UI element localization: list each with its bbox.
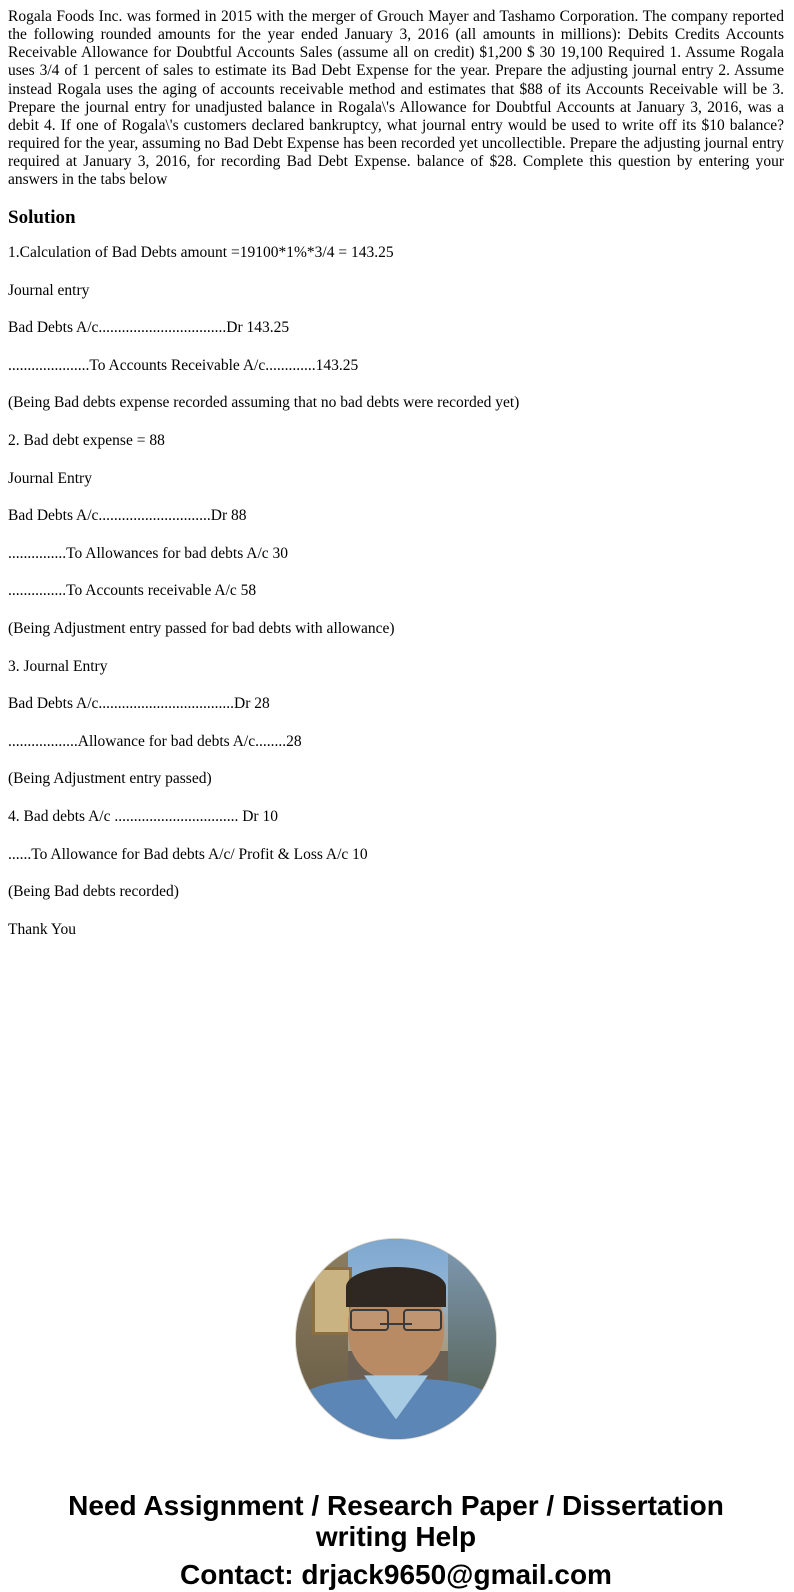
glasses-bridge: [380, 1323, 412, 1325]
solution-line: Bad Debts A/c.................................Dr 143.25: [8, 319, 290, 337]
solution-line: Journal entry: [8, 281, 90, 299]
solution-line: ...............To Allowances for bad debts A/c 30: [8, 544, 289, 562]
cta-headline: Need Assignment / Research Paper / Dissertation writing Help: [68, 1490, 724, 1553]
solution-line: Thank You: [8, 920, 77, 938]
cta-contact: Contact: drjack9650@gmail.com: [180, 1558, 612, 1590]
solution-line: Bad Debts A/c.............................Dr 88: [8, 507, 247, 525]
solution-line: .....................To Accounts Receivable A/c.............143.25: [8, 356, 359, 374]
avatar-container: [8, 1239, 784, 1439]
solution-line: ..................Allowance for bad debts A/c........28: [8, 732, 302, 750]
solution-line: 3. Journal Entry: [8, 657, 108, 675]
solution-line: (Being Adjustment entry passed): [8, 770, 212, 788]
solution-line: ......To Allowance for Bad debts A/c/ Profit & Loss A/c 10: [8, 845, 368, 863]
solution-line: ...............To Accounts receivable A/c 58: [8, 582, 257, 600]
contact-cta: [8, 1491, 784, 1592]
solution-line: Bad Debts A/c...................................Dr 28: [8, 695, 270, 713]
glasses-lens-left: [350, 1309, 389, 1331]
solution-line: 4. Bad debts A/c ................................ Dr 10: [8, 807, 278, 825]
avatar-hair: [346, 1267, 446, 1307]
avatar: [296, 1239, 496, 1439]
glasses-lens-right: [403, 1309, 442, 1331]
solution-line: 2. Bad debt expense = 88: [8, 432, 165, 450]
solution-line: 1.Calculation of Bad Debts amount =19100*1%*3/4 = 143.25: [8, 244, 394, 262]
solution-line: (Being Bad debts expense recorded assuming that no bad debts were recorded yet): [8, 394, 520, 412]
question-text: Rogala Foods Inc. was formed in 2015 with the merger of Grouch Mayer and Tashamo Corporation. The company reported the following rounded amounts for the year ended January 3, 2016 (all amounts in millions): Debits Credits Accounts Receivable Allowance for Doubtful Accounts Sales (assume all on credit) $1,200 $ 30 19,100 Required 1. Assume Rogala uses 3/4 of 1 percent of sales to estimate its Bad Debt Expense for the year. Prepare the adjusting journal entry 2. Assume instead Rogala uses the aging of accounts receivable method and estimates that $88 of its Accounts Receivable will be 3. Prepare the journal entry for unadjusted balance in Rogala\'s Allowance for Doubtful Accounts at January 3, 2016, was a debit 4. If one of Rogala\'s customers declared bankruptcy, what journal entry would be used to write off its $10 balance? required for the year, assuming no Bad Debt Expense has been recorded yet uncollectible. Prepare the adjusting journal entry required at January 3, 2016, for recording Bad Debt Expense. balance of $28. Complete this question by entering your answers in the tabs below: [8, 8, 784, 189]
glasses-icon: [350, 1309, 442, 1331]
avatar-background-right: [448, 1239, 496, 1387]
solution-heading: Solution: [8, 207, 76, 229]
solution-line: (Being Adjustment entry passed for bad debts with allowance): [8, 619, 395, 637]
solution-line: (Being Bad debts recorded): [8, 883, 179, 901]
solution-line: Journal Entry: [8, 469, 92, 487]
